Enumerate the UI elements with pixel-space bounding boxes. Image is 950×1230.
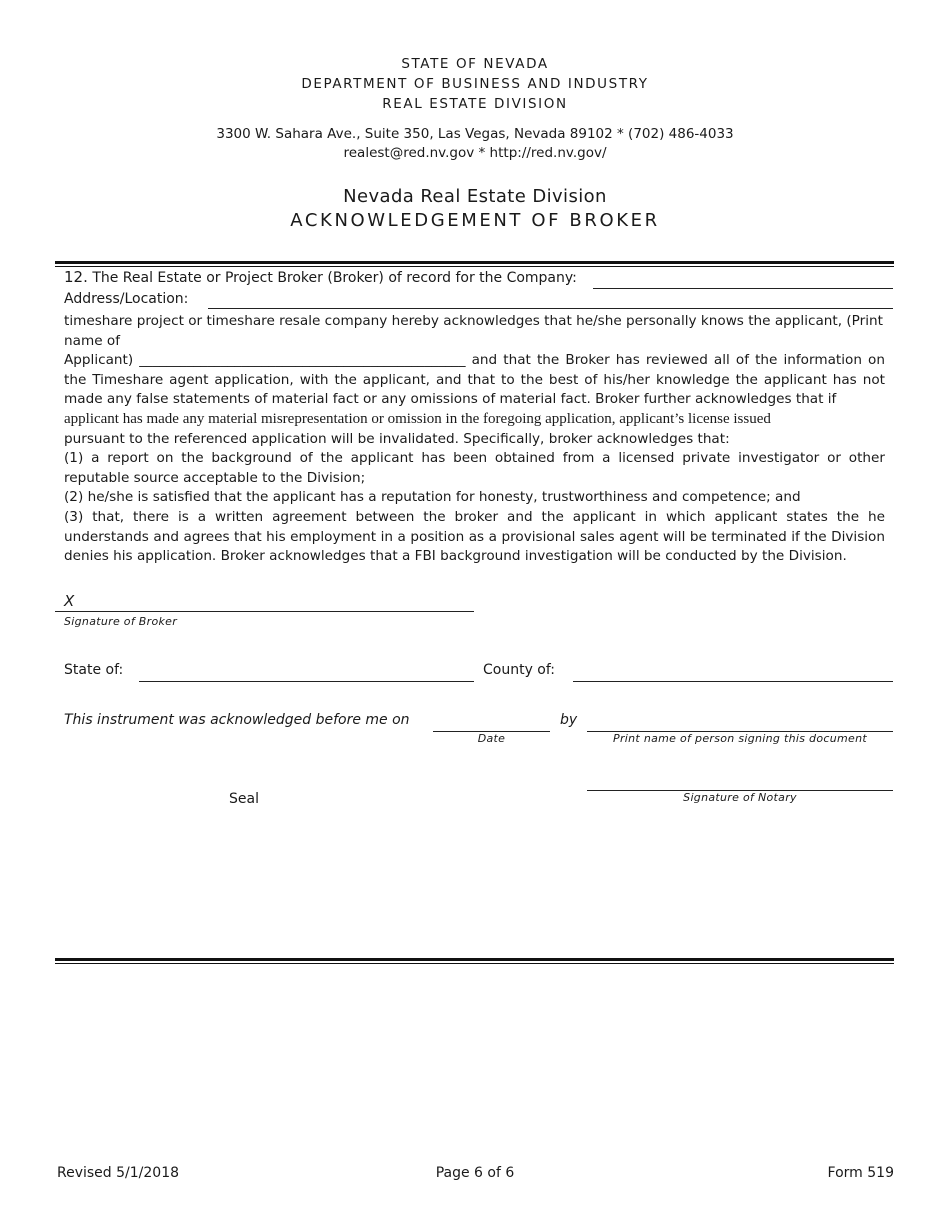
header-contact: realest@red.nv.gov * http://red.nv.gov/ bbox=[343, 145, 607, 161]
print-name-label: Print name of person signing this document bbox=[613, 732, 867, 745]
footer-revised: Revised 5/1/2018 bbox=[57, 1165, 180, 1181]
form-subtitle: ACKNOWLEDGEMENT OF BROKER bbox=[290, 210, 660, 231]
para-line-c: applicant has made any material misrepresentation or omission in the foregoing application, applicant’s license issued bbox=[64, 410, 771, 427]
date-label: Date bbox=[477, 732, 506, 745]
item-3: (3) that, there is a written agreement between the broker and the applicant in which applicant states the he understands and agrees that his employment in a position as a provisional sales agent will be terminated if the Division denies his application. Broker acknowledges that a FBI background investigation will be conducted by the Division. bbox=[64, 508, 885, 565]
para-line-d: pursuant to the referenced application will be invalidated. Specifically, broker acknowledges that: bbox=[64, 430, 730, 447]
para-line-b: Applicant) ________________________________________________ and that the Broker has reviewed all of the information on the Timeshare agent application, with the applicant, and that to the best of his/her knowledge the applicant has not made any false statements of material fact or any omissions of material fact. Broker further acknowledges that if bbox=[64, 352, 885, 408]
broker-signature-field[interactable] bbox=[55, 611, 474, 612]
by-label: by bbox=[560, 712, 578, 728]
footer-form: Form 519 bbox=[827, 1165, 894, 1181]
state-field[interactable] bbox=[139, 681, 474, 682]
county-label: County of: bbox=[483, 662, 556, 678]
section-number bbox=[64, 268, 577, 289]
section-number-text: 12. bbox=[64, 268, 88, 286]
company-field[interactable] bbox=[593, 288, 893, 289]
acknowledged-text: This instrument was acknowledged before me on bbox=[64, 712, 410, 728]
notary-signature-label: Signature of Notary bbox=[683, 791, 797, 804]
signature-x-mark: X bbox=[64, 592, 75, 610]
item-2: (2) he/she is satisfied that the applicant has a reputation for honesty, trustworthiness and competence; and bbox=[64, 489, 801, 506]
item-1: (1) a report on the background of the applicant has been obtained from a licensed private investigator or other reputable source acceptable to the Division; bbox=[64, 450, 885, 486]
state-label: State of: bbox=[64, 662, 124, 678]
acknowledgement-body bbox=[64, 312, 885, 567]
broker-signature-label: Signature of Broker bbox=[64, 615, 178, 628]
header-address: 3300 W. Sahara Ave., Suite 350, Las Vegas, Nevada 89102 * (702) 486-4033 bbox=[216, 126, 734, 142]
county-field[interactable] bbox=[573, 681, 893, 682]
bottom-divider bbox=[55, 958, 894, 964]
header-division: REAL ESTATE DIVISION bbox=[382, 96, 568, 112]
seal-label: Seal bbox=[229, 791, 259, 807]
company-label: The Real Estate or Project Broker (Broker) of record for the Company: bbox=[92, 270, 577, 286]
form-title: Nevada Real Estate Division bbox=[343, 186, 607, 207]
address-field[interactable] bbox=[208, 308, 893, 309]
footer-page: Page 6 of 6 bbox=[435, 1165, 515, 1181]
address-label: Address/Location: bbox=[64, 291, 189, 307]
para-line-a: timeshare project or timeshare resale company hereby acknowledges that he/she personally knows the applicant, (Print name of bbox=[64, 313, 883, 349]
top-divider bbox=[55, 261, 894, 267]
header-state: STATE OF NEVADA bbox=[401, 56, 549, 72]
header-department: DEPARTMENT OF BUSINESS AND INDUSTRY bbox=[301, 76, 649, 92]
